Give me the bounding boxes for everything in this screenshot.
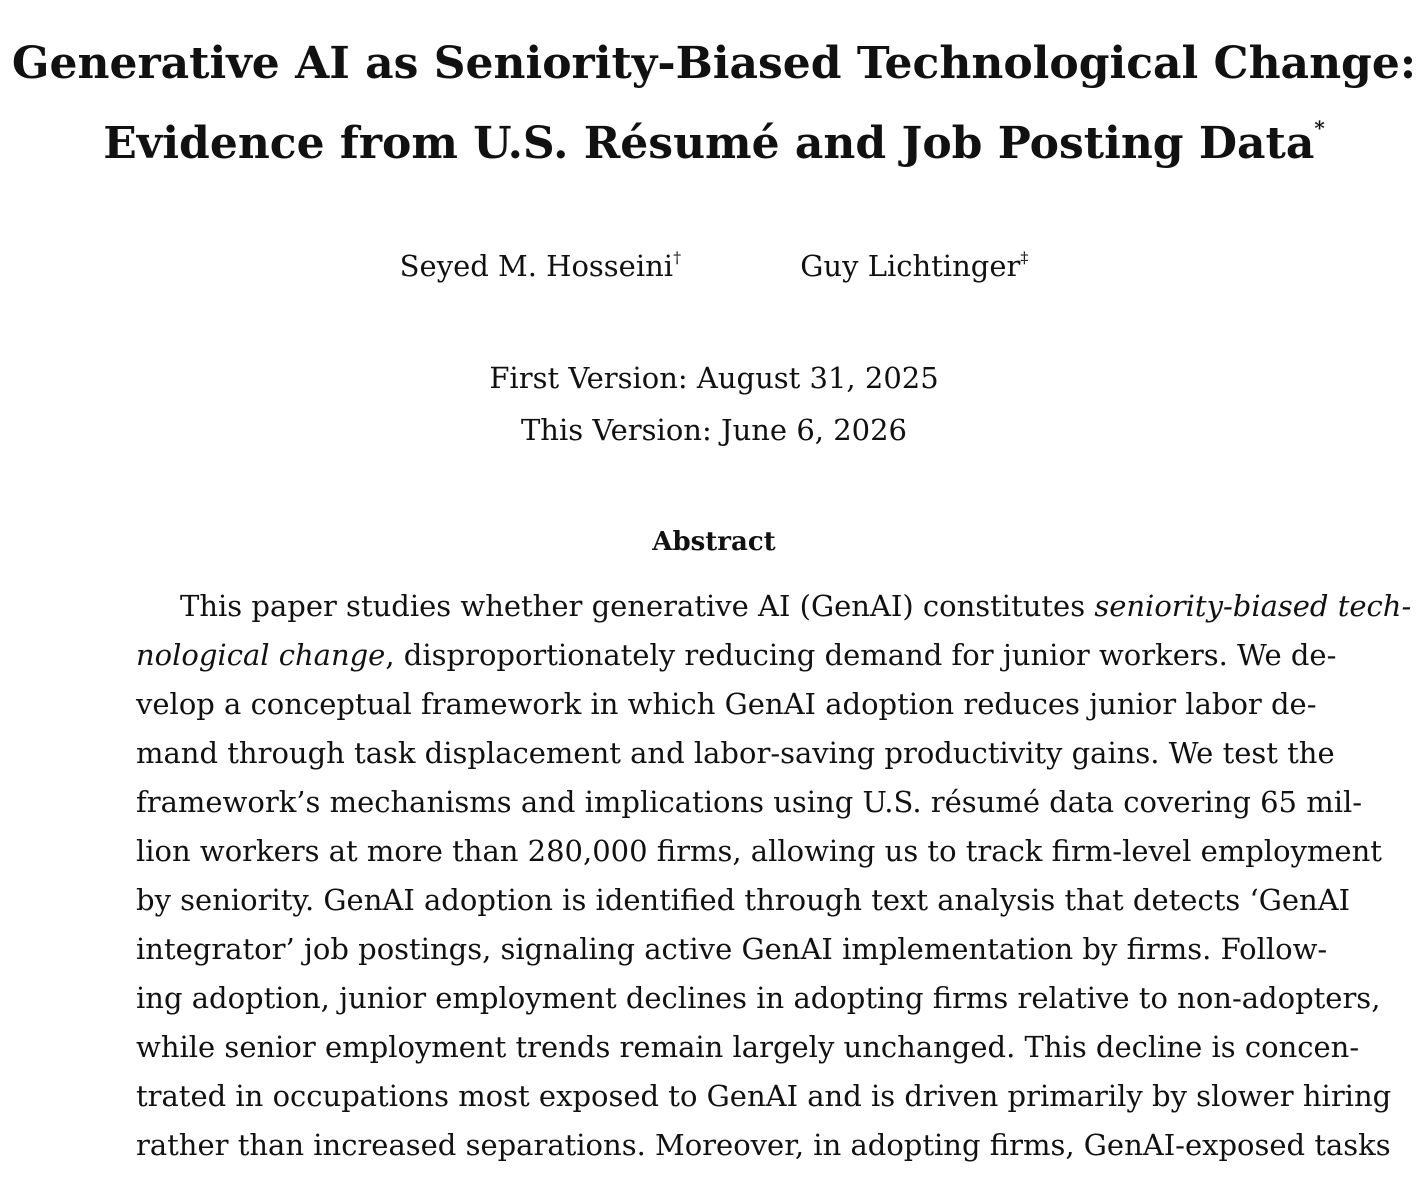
abstract-emphasis: nological change bbox=[136, 638, 386, 672]
title-line-1-text: Generative AI as Seniority-Biased Technological Change: bbox=[11, 38, 1417, 89]
author-2-name: Guy Lichtinger bbox=[800, 249, 1021, 283]
abstract-text: lion workers at more than 280,000 firms, allowing us to track firm-level employment bbox=[136, 834, 1382, 868]
abstract-text: mand through task displacement and labor-saving productivity gains. We test the bbox=[136, 736, 1335, 770]
title-footnote-mark: * bbox=[1314, 116, 1325, 141]
author-1-footnote-mark: † bbox=[673, 247, 682, 267]
paper-title bbox=[0, 24, 1428, 184]
version-dates bbox=[0, 352, 1428, 456]
abstract-text: integrator’ job postings, signaling active GenAI implementation by firms. Follow- bbox=[136, 932, 1328, 966]
abstract-line bbox=[136, 1121, 1391, 1170]
this-version-date: This Version: June 6, 2026 bbox=[520, 413, 908, 447]
abstract-text: , disproportionately reducing demand for junior workers. We de- bbox=[385, 638, 1337, 672]
author-1 bbox=[400, 244, 681, 288]
abstract-text: trated in occupations most exposed to GenAI and is driven primarily by slower hiring bbox=[136, 1079, 1392, 1113]
abstract-text: velop a conceptual framework in which GenAI adoption reduces junior labor de- bbox=[136, 687, 1317, 721]
abstract-line bbox=[136, 827, 1382, 876]
title-line-2 bbox=[0, 104, 1428, 184]
title-line-1 bbox=[0, 24, 1428, 104]
abstract-line bbox=[136, 582, 1412, 631]
abstract-text: by seniority. GenAI adoption is identified through text analysis that detects ‘GenAI bbox=[136, 883, 1351, 917]
abstract-text: while senior employment trends remain largely unchanged. This decline is concen- bbox=[136, 1030, 1360, 1064]
first-version-date: First Version: August 31, 2025 bbox=[489, 361, 939, 395]
abstract-line bbox=[136, 631, 1337, 680]
abstract-body bbox=[136, 582, 1412, 1170]
author-1-name: Seyed M. Hosseini bbox=[399, 249, 674, 283]
abstract-line bbox=[136, 1023, 1360, 1072]
abstract-heading: Abstract bbox=[652, 527, 776, 557]
abstract-line bbox=[136, 876, 1351, 925]
abstract-line bbox=[136, 925, 1328, 974]
abstract-line bbox=[136, 974, 1381, 1023]
abstract-line bbox=[136, 680, 1317, 729]
title-line-2-text: Evidence from U.S. Résumé and Job Posting Data bbox=[103, 118, 1315, 169]
abstract-text: framework’s mechanisms and implications using U.S. résumé data covering 65 mil- bbox=[136, 785, 1363, 819]
abstract-text: ing adoption, junior employment declines in adopting firms relative to non-adopters, bbox=[136, 981, 1381, 1015]
abstract-line bbox=[136, 778, 1363, 827]
abstract-line bbox=[136, 1072, 1392, 1121]
abstract-emphasis: seniority-biased tech- bbox=[1094, 589, 1412, 623]
abstract-text: rather than increased separations. Moreover, in adopting firms, GenAI-exposed tasks bbox=[136, 1128, 1391, 1162]
abstract-text: This paper studies whether generative AI (GenAI) constitutes bbox=[180, 589, 1095, 623]
author-2 bbox=[800, 244, 1028, 288]
author-2-footnote-mark: ‡ bbox=[1020, 247, 1029, 267]
abstract-line bbox=[136, 729, 1335, 778]
author-list bbox=[0, 244, 1428, 288]
